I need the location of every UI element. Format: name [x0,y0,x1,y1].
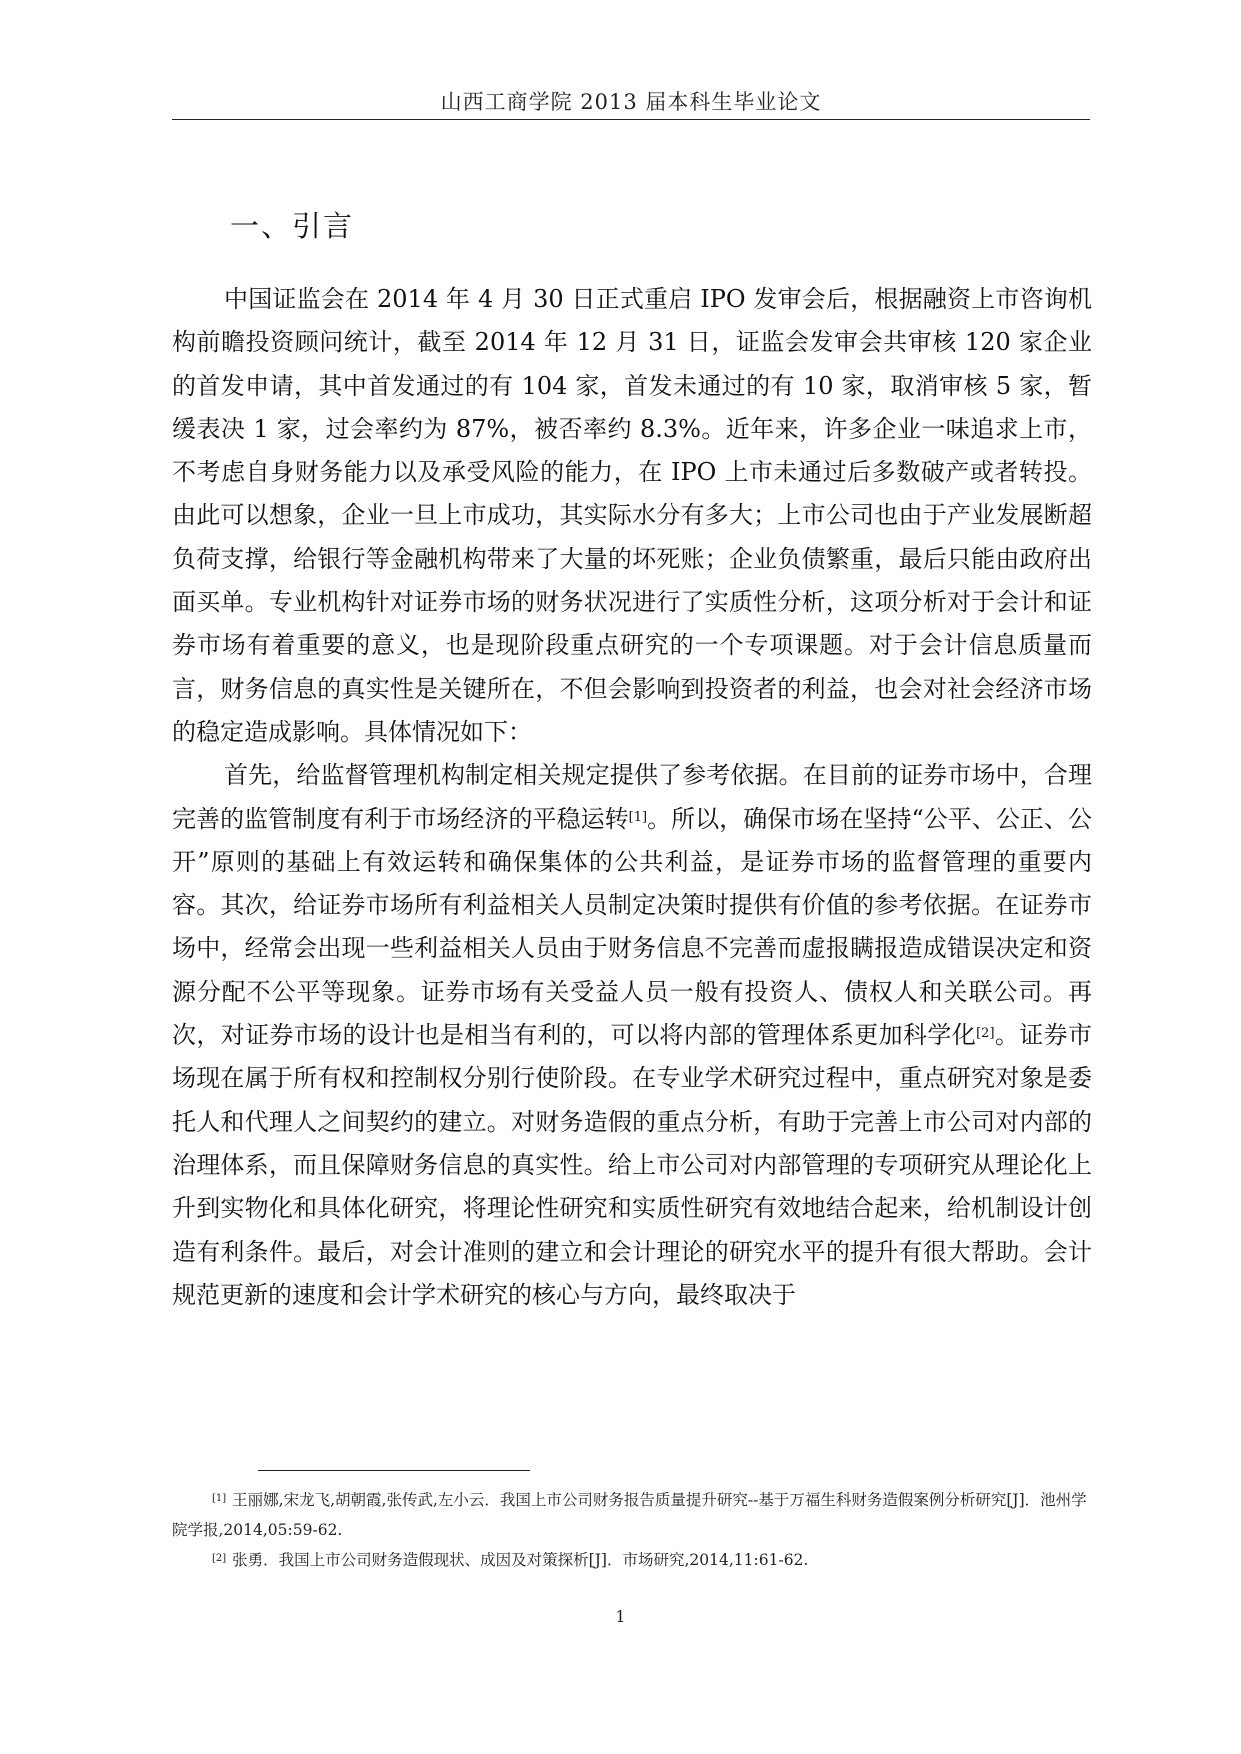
footnote-1 [172,1485,1087,1545]
footnote-1-text: 王丽娜,宋龙飞,胡朝霞,张传武,左小云．我国上市公司财务报告质量提升研究--基于万福生科财务造假案例分析研究[J]．池州学院学报,2014,05:59-62. [172,1491,1087,1539]
running-header: 山西工商学院 2013 届本科生毕业论文 [440,90,822,114]
footnote-1-mark: [1] [212,1493,227,1504]
paragraph-2-part-b: 。所以，确保市场在坚持“公平、公正、公开”原则的基础上有效运转和确保集体的公共利益，是证券市场的监督管理的重要内容。其次，给证券市场所有利益相关人员制定决策时提供有价值的参考依据。在证券市场中，经常会出现一些利益相关人员由于财务信息不完善而虚报瞒报造成错误决定和资源分配不公平等现象。证券市场有关受益人员一般有投资人、债权人和关联公司。再次，对证券市场的设计也是相当有利的，可以将内部的管理体系更加科学化 [172,804,1092,1050]
footnote-2-text: 张勇．我国上市公司财务造假现状、成因及对策探析[J]．市场研究,2014,11:61-62. [232,1551,809,1569]
footnote-2 [172,1545,1087,1575]
footnote-divider [258,1470,530,1471]
paragraph-2-part-c: 。证券市场现在属于所有权和控制权分别行使阶段。在专业学术研究过程中，重点研究对象是委托人和代理人之间契约的建立。对财务造假的重点分析，有助于完善上市公司对内部的治理体系，而且保障财务信息的真实性。给上市公司对内部管理的专项研究从理论化上升到实物化和具体化研究，将理论性研究和实质性研究有效地结合起来，给机制设计创造有利条件。最后，对会计准则的建立和会计理论的研究水平的提升有很大帮助。会计规范更新的速度和会计学术研究的核心与方向，最终取决于 [172,1021,1092,1309]
header-divider [172,119,1090,120]
citation-1: [1] [628,809,648,825]
section-heading: 一、引言 [230,209,355,243]
paragraph-1: 中国证监会在 2014 年 4 月 30 日正式重启 IPO 发审会后，根据融资上市咨询机构前瞻投资顾问统计，截至 2014 年 12 月 31 日，证监会发审会共审核 120 家企业的首发申请，其中首发通过的有 104 家，首发未通过的有 10 家，取消审核 5 家，暂缓表决 1 家，过会率约为 87%，被否率约 8.3%。近年来，许多企业一味追求上市，不考虑自身财务能力以及承受风险的能力，在 IPO 上市未通过后多数破产或者转投。由此可以想象，企业一旦上市成功，其实际水分有多大；上市公司也由于产业发展断超负荷支撑，给银行等金融机构带来了大量的坏死账；企业负债繁重，最后只能由政府出面买单。专业机构针对证券市场的财务状况进行了实质性分析，这项分析对于会计和证券市场有着重要的意义，也是现阶段重点研究的一个专项课题。对于会计信息质量而言，财务信息的真实性是关键所在，不但会影响到投资者的利益，也会对社会经济市场的稳定造成影响。具体情况如下： [172,285,1092,746]
page-number: 1 [615,1607,626,1626]
citation-2: [2] [976,1026,995,1042]
body-text [172,278,1092,1317]
footnote-2-mark: [2] [212,1553,227,1564]
paragraph-2 [172,754,1092,1317]
footnotes [172,1485,1087,1575]
paragraph-2-part-a: 首先，给监督管理机构制定相关规定提供了参考依据。在目前的证券市场中，合理完善的监管制度有利于市场经济的平稳运转 [172,761,1092,833]
